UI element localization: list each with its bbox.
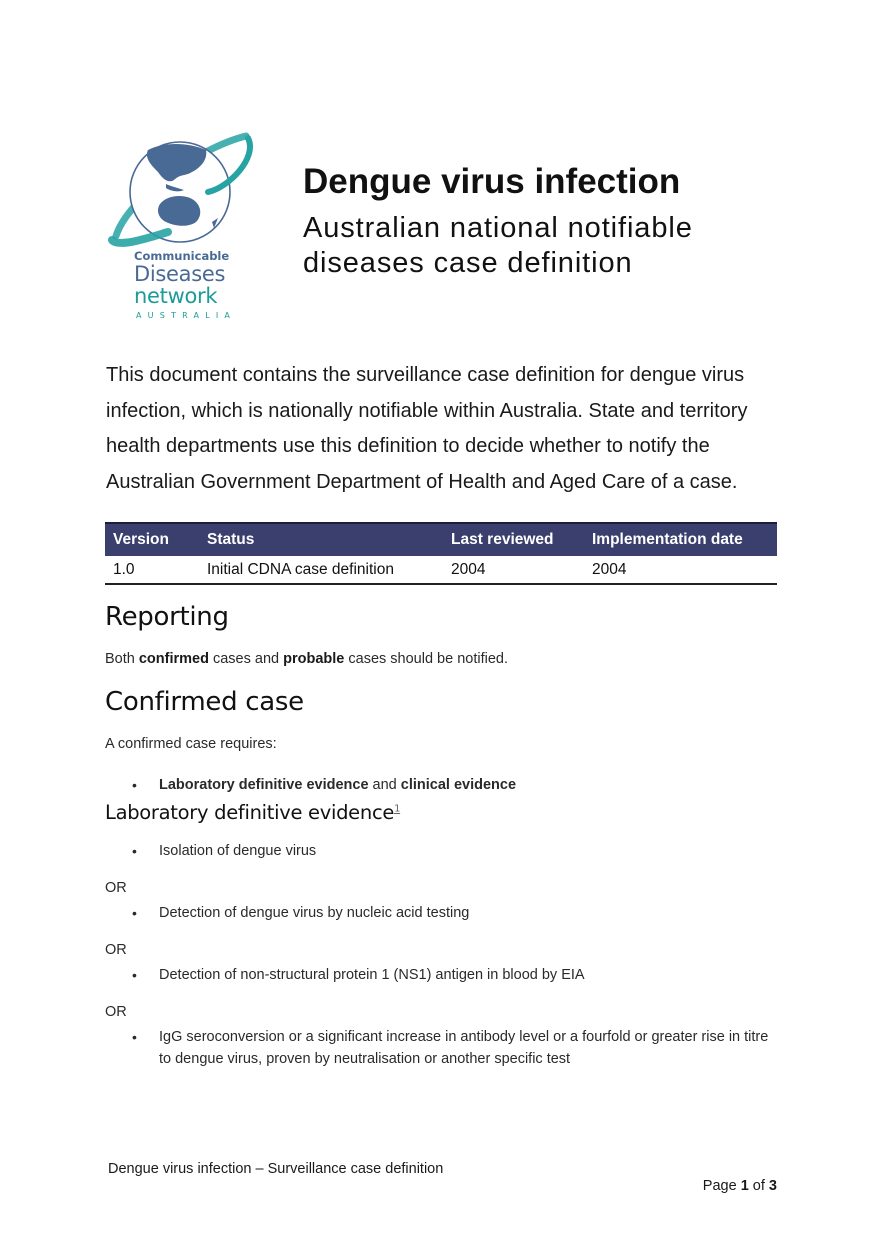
document-title: Dengue virus infection: [303, 162, 681, 201]
logo-line-communicable: Communicable: [134, 249, 230, 263]
bullet-icon: •: [132, 1029, 137, 1045]
table-header-row: [105, 523, 777, 556]
logo-line-network: network: [134, 284, 218, 308]
text-run: and: [368, 777, 401, 793]
heading-confirmed-case: Confirmed case: [105, 687, 304, 717]
reporting-text: [105, 651, 508, 667]
list-item-text: Detection of non-structural protein 1 (NS1) antigen in blood by EIA: [159, 967, 585, 983]
requirement-text: [159, 774, 769, 796]
page-total: 3: [768, 1178, 777, 1194]
page-label: Page: [702, 1178, 741, 1194]
page-current: 1: [740, 1178, 749, 1194]
document-subtitle: Australian national notifiable diseases case definition: [303, 212, 693, 279]
logo-line-diseases: Diseases: [134, 262, 226, 286]
bullet-icon: •: [132, 967, 137, 983]
heading-lab-definitive-evidence: [105, 801, 400, 824]
cell-version: 1.0: [105, 556, 199, 584]
logo-wordmark: [134, 250, 244, 323]
cell-implementation-date: 2004: [584, 556, 777, 584]
text-run: cases and: [208, 651, 284, 667]
or-separator: OR: [105, 1004, 127, 1020]
heading-text: Laboratory definitive evidence: [105, 801, 395, 824]
list-item-text: Isolation of dengue virus: [159, 843, 317, 859]
column-header-status: Status: [199, 523, 443, 556]
bold-lab-evidence: Laboratory definitive evidence: [159, 777, 369, 793]
column-header-version: Version: [105, 523, 199, 556]
cdna-logo: [108, 128, 258, 333]
cell-status: Initial CDNA case definition: [199, 556, 443, 584]
bullet-icon: •: [132, 905, 137, 921]
bold-confirmed: confirmed: [138, 651, 209, 667]
text-run: cases should be notified.: [344, 651, 508, 667]
bullet-icon: •: [132, 777, 137, 793]
bold-clinical-evidence: clinical evidence: [400, 777, 517, 793]
table-row: [105, 556, 777, 584]
bullet-icon: •: [132, 843, 137, 859]
logo-line-australia: AUSTRALIA: [136, 311, 237, 320]
text-run: Both: [105, 651, 139, 667]
globe-icon: [108, 128, 258, 253]
or-separator: OR: [105, 880, 127, 896]
heading-reporting: Reporting: [105, 602, 229, 632]
list-item-text: Detection of dengue virus by nucleic acid testing: [159, 905, 470, 921]
list-item-text: IgG seroconversion or a significant increase in antibody level or a fourfold or greater rise in titre to dengue virus, proven by neutralisation or another specific test: [159, 1029, 769, 1067]
page-of: of: [748, 1178, 769, 1194]
bold-probable: probable: [283, 651, 345, 667]
or-separator: OR: [105, 942, 127, 958]
footer-document-title: Dengue virus infection – Surveillance case definition: [108, 1161, 444, 1177]
intro-paragraph: This document contains the surveillance case definition for dengue virus infection, which is nationally notifiable within Australia. State and territory health departments use this definition to decide whether to notify the Australian Government Department of Health and Aged Care of a case.: [106, 364, 748, 493]
confirmed-case-intro: A confirmed case requires:: [105, 736, 277, 752]
version-table: [105, 522, 777, 585]
column-header-last-reviewed: Last reviewed: [443, 523, 584, 556]
column-header-implementation-date: Implementation date: [584, 523, 777, 556]
cell-last-reviewed: 2004: [443, 556, 584, 584]
footer-page-number: [703, 1178, 777, 1194]
footnote-link[interactable]: 1: [394, 803, 401, 815]
